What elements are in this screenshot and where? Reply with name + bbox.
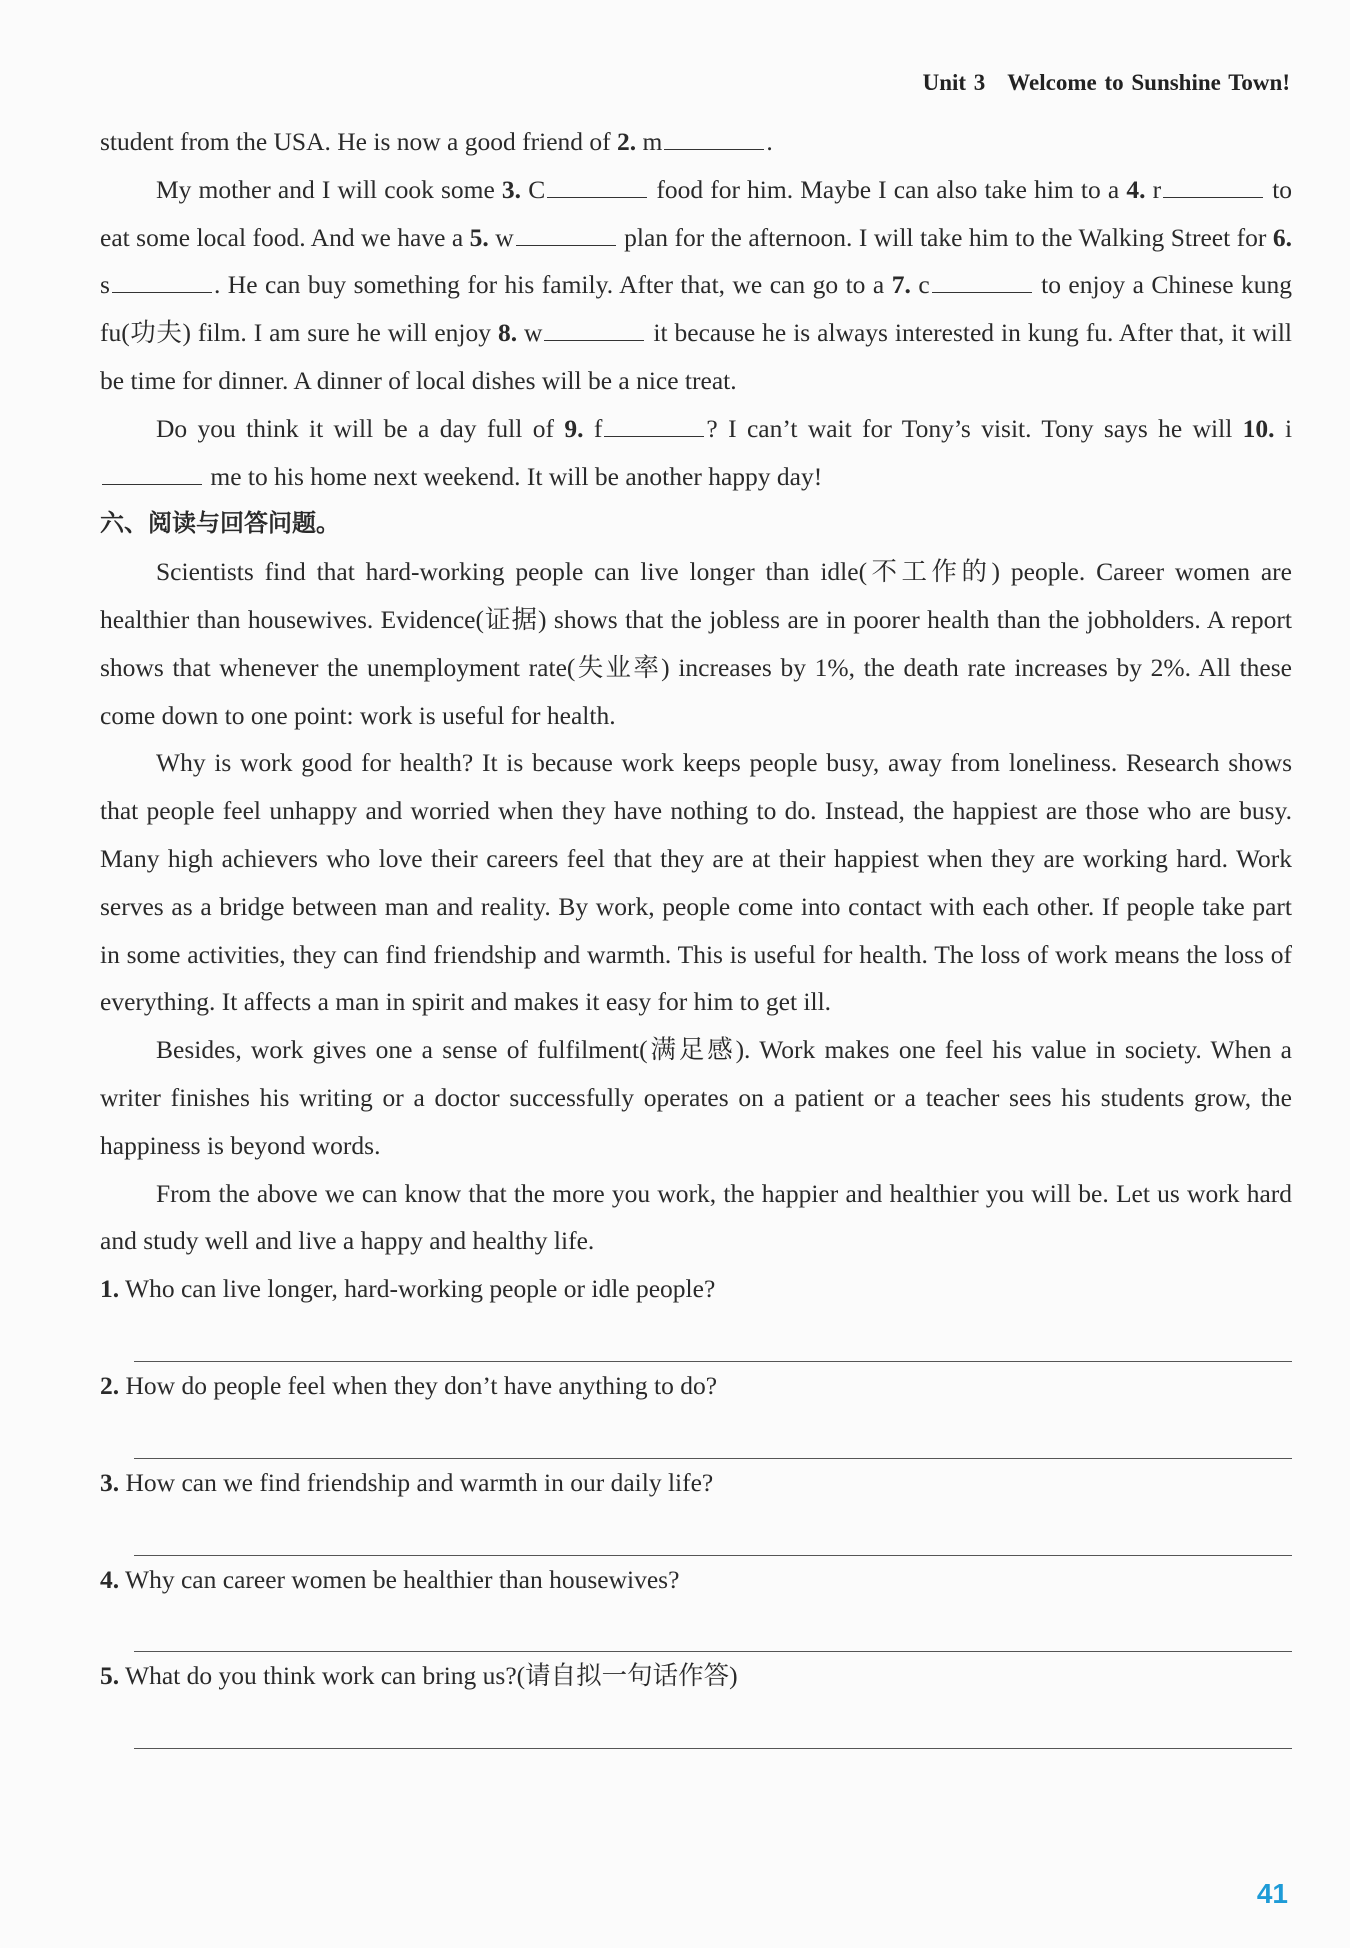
cloze-paragraph-2 (100, 166, 1292, 405)
blank-9[interactable] (604, 414, 704, 437)
reading-paragraph-1: Scientists find that hard-working people can live longer than idle(不工作的) people. Career women are healthier than housewives. Evidence(证据) shows that the jobless are in poorer health than the jobholders. A report shows that whenever the unemployment rate(失业率) increases by 1%, the death rate increases by 2%. All these come down to one point: work is useful for health. (100, 557, 1292, 730)
cloze-text: ? I can’t wait for Tony’s visit. Tony says he will (706, 413, 1243, 443)
blank-4[interactable] (1163, 175, 1263, 198)
question-prompt: How can we find friendship and warmth in our daily life? (125, 1467, 714, 1497)
page-header (923, 70, 1290, 96)
question-number: 2. (100, 1370, 120, 1400)
page-number: 41 (1256, 1878, 1288, 1909)
question-item (100, 1459, 1292, 1556)
reading-paragraph-2: Why is work good for health? It is because work keeps people busy, away from loneliness. Research shows that people feel unhappy and worried when they have nothing to do. Instead, the happiest are those who are busy. Many high achievers who love their careers feel that they are at their happiest when they are working hard. Work serves as a bridge between man and reality. By work, people come into contact with each other. If people take part in some activities, they can find friendship and warmth. This is useful for health. The loss of work means the loss of everything. It affects a man in spirit and makes it easy for him to get ill. (100, 748, 1292, 1017)
question-number: 3. (100, 1467, 120, 1497)
blank-letter-6: s (100, 270, 110, 300)
question-text (100, 1652, 1292, 1700)
cloze-text: food for him. Maybe I can also take him to a (649, 174, 1127, 204)
blank-number-2: 2. (617, 127, 637, 156)
blank-letter-7: c (918, 270, 930, 300)
answer-line[interactable] (134, 1410, 1292, 1459)
answer-line[interactable] (134, 1603, 1292, 1652)
blank-number-5: 5. (469, 222, 489, 252)
blank-number-4: 4. (1126, 174, 1146, 204)
cloze-text: to enjoy a Chinese kung fu(功夫) film. I am sure he will enjoy (100, 270, 1293, 348)
blank-number-6: 6. (1272, 222, 1292, 252)
answer-line[interactable] (134, 1313, 1292, 1362)
blank-number-9: 9. (564, 413, 584, 443)
reading-paragraph-3: Besides, work gives one a sense of fulfilment(满足感). Work makes one feel his value in society. When a writer finishes his writing or a doctor successfully operates on a patient or a teacher sees his students grow, the happiness is beyond words. (100, 1035, 1292, 1160)
cloze-text: plan for the afternoon. I will take him to the Walking Street for (617, 222, 1273, 252)
question-number: 4. (100, 1564, 120, 1594)
unit-title: Welcome to Sunshine Town! (1007, 70, 1290, 95)
blank-6[interactable] (112, 270, 212, 293)
page-content (100, 118, 1292, 1749)
cloze-paragraph-1 (100, 118, 1292, 166)
question-prompt: What do you think work can bring us?(请自拟一句话作答) (125, 1661, 738, 1691)
cloze-paragraph-3 (100, 405, 1292, 501)
blank-number-8: 8. (497, 318, 518, 348)
blank-letter-3: C (528, 174, 546, 204)
question-item (100, 1652, 1292, 1749)
question-number: 1. (100, 1274, 120, 1304)
blank-letter-2: m (642, 127, 663, 156)
answer-line[interactable] (134, 1507, 1292, 1556)
question-text (100, 1362, 1292, 1410)
blank-2[interactable] (664, 127, 764, 150)
question-prompt: How do people feel when they don’t have anything to do? (125, 1370, 718, 1400)
blank-letter-5: w (495, 222, 514, 252)
cloze-text: My mother and I will cook some (156, 174, 502, 204)
cloze-text: it because he is always interested in kung fu. After that, it will be time for dinner. A dinner of local dishes will be a nice treat. (100, 318, 1292, 395)
reading-paragraph-4: From the above we can know that the more you work, the happier and healthier you will be. Let us work hard and study well and live a happy and healthy life. (100, 1178, 1292, 1256)
question-item (100, 1265, 1292, 1362)
answer-line[interactable] (134, 1700, 1292, 1749)
question-text (100, 1459, 1292, 1507)
question-text (100, 1265, 1292, 1313)
blank-3[interactable] (547, 175, 647, 198)
blank-number-7: 7. (891, 270, 911, 300)
question-number: 5. (100, 1661, 120, 1691)
blank-number-10: 10. (1242, 413, 1275, 443)
blank-letter-9: f (593, 413, 603, 443)
cloze-text: me to his home next weekend. It will be another happy day! (204, 461, 823, 491)
cloze-text: to eat some local food. And we have a (100, 174, 1293, 252)
question-prompt: Why can career women be healthier than housewives? (125, 1564, 680, 1594)
cloze-text: student from the USA. He is now a good friend of (100, 127, 617, 156)
blank-number-3: 3. (501, 174, 522, 204)
question-prompt: Who can live longer, hard-working people or idle people? (125, 1274, 716, 1304)
question-item (100, 1362, 1292, 1459)
blank-letter-8: w (524, 318, 543, 348)
blank-10[interactable] (102, 462, 202, 485)
blank-8[interactable] (544, 318, 644, 341)
section-title: 六、阅读与回答问题。 (100, 509, 340, 538)
cloze-text: . (766, 127, 773, 156)
blank-letter-10: i (1284, 413, 1293, 443)
cloze-text: Do you think it will be a day full of (156, 413, 565, 443)
unit-label: Unit 3 (922, 70, 986, 95)
blank-5[interactable] (516, 223, 616, 246)
question-item (100, 1556, 1292, 1653)
question-text (100, 1556, 1292, 1604)
blank-7[interactable] (932, 270, 1032, 293)
cloze-text: . He can buy something for his family. After that, we can go to a (213, 270, 892, 300)
blank-letter-4: r (1152, 174, 1162, 204)
